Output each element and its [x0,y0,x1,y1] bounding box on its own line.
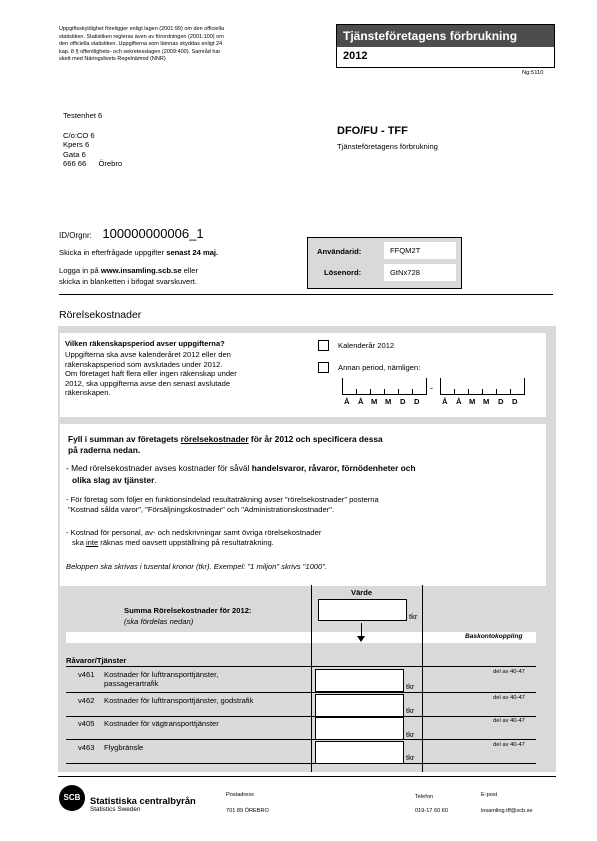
date-letter: M [371,397,378,406]
login-site-link[interactable]: www.insamling.scb.se [100,266,182,275]
date-letter: Å [442,397,448,406]
row-description [104,696,253,705]
address-city-line [63,159,213,169]
instructions-text: - Med rörelsekostnader avses kostnader för såväl [66,463,252,473]
footer-divider [58,776,556,777]
instructions-p4 [66,528,541,547]
row-description-line: Kostnader för lufttransporttjänster, [104,670,219,679]
divider [59,294,553,295]
legal-line: statistiken. Statistiken regleras även av förordningen (2001:100) om [59,33,224,40]
row-description [104,719,219,728]
instructions-text: räknas med oavsett uppställning på resultaträkning. [98,537,274,547]
section-title: Rörelsekostnader [59,309,142,321]
instructions-text: ska [72,537,86,547]
form-year: 2012 [343,50,368,62]
date-letter: M [483,397,490,406]
row-code: v462 [78,696,95,705]
calendar-year-label: Kalenderår 2012 [338,341,395,350]
value-header: Värde [351,588,373,597]
user-label: Användarid: [317,247,362,256]
instructions-p4-line2 [66,538,541,548]
row-description [104,670,218,689]
period-explanation-line: räkenskapen. [65,388,111,398]
other-period-label: Annan period, nämligen: [338,363,421,372]
group-title: Råvaror/Tjänster [66,656,127,665]
sum-input[interactable] [318,599,407,621]
org-name: Statistiska centralbyrån [90,795,196,806]
scb-logo-mark: SCB [63,793,81,802]
row-description [104,743,143,752]
date-letter: Å [344,397,350,406]
period-explanation-line: Uppgifterna ska avse kalenderåret 2012 eller den [65,350,231,359]
period-start-date-field[interactable] [342,378,427,395]
form-title-box [336,24,555,68]
row-description-line: Kostnader för lufttransporttjänster, godstrafik [104,696,254,705]
row-description-line: Flygbränsle [104,743,144,752]
row-description-line: passagerartrafik [104,679,159,689]
sum-unit: tkr [409,612,418,621]
row-value-input[interactable] [315,741,404,764]
date-letter: D [414,397,420,406]
form-number: Ng:5110 [522,70,544,76]
basis-header: Baskontokoppling [465,633,523,640]
instructions-text: för år 2012 och specificera dessa [248,434,383,444]
user-value: FFQM2T [384,242,456,259]
form-code: DFO/FU - TFF [337,125,408,137]
period-question: Vilken räkenskapsperiod avser uppgifterna? [65,339,225,348]
row-basis-ref: del av 40-47 [493,718,525,724]
sum-sublabel: (ska fördelas nedan) [124,617,194,626]
id-label: ID/Orgnr: [59,231,92,240]
instructions-underlined: inte [85,537,99,547]
send-deadline: senast 24 maj. [166,248,219,257]
login-text: Logga in på [59,266,101,275]
down-arrow-icon [357,636,365,642]
address-city: Örebro [98,159,123,169]
period-explanation [65,350,305,398]
legal-line: den officiella statistiken. Uppgifterna som lämnas skyddas enligt 24 [59,41,223,48]
address-block [63,111,213,169]
postal-value: 701 89 ÖREBRO [226,808,269,814]
row-unit: tkr [406,706,415,715]
period-explanation-line: räkenskapsperiod som avslutades under 2012. [65,359,223,369]
row-value-input[interactable] [315,717,404,740]
login-suffix: eller [181,266,199,275]
row-code: v405 [78,719,95,728]
row-basis-ref: del av 40-47 [493,669,525,675]
row-code: v463 [78,743,95,752]
instructions-text: "Kostnad sålda varor", "Försäljningskostnader" och "Administrationskostnader". [68,504,335,514]
send-line [59,248,218,258]
date-letter: M [469,397,476,406]
address-co: C/o:CO 6 [63,130,95,140]
login-line-2: skicka in blanketten i bifogat svarskuvert. [59,277,198,286]
period-explanation-line: Om företaget haft flera eller ingen räkenskap under [65,369,237,379]
row-divider [66,763,536,764]
date-letter: Å [456,397,462,406]
id-line [59,225,204,243]
instructions-bold: olika slag av tjänster [72,475,155,485]
period-box [60,333,546,417]
instructions-line-1 [68,434,538,444]
row-code: v461 [78,670,95,679]
instructions-line-2: på raderna nedan. [68,445,141,455]
instructions-p2-line2 [72,475,157,485]
instructions-p3 [66,495,541,514]
email-label: E-post [481,792,498,798]
row-divider [66,716,536,717]
date-letter: Å [358,397,364,406]
instructions-p2 [66,463,536,473]
legal-line: Uppgiftsskyldighet föreligger enligt lagen (2001:99) om den officiella [59,26,224,32]
form-subtitle: Tjänsteföretagens förbrukning [337,142,438,151]
period-explanation-line: 2012, ska uppgifterna avse den senast avslutade [65,378,231,388]
row-divider [66,692,536,693]
date-letter: D [512,397,518,406]
phone-value: 019-17 60 60 [415,808,448,814]
address-street: Gata 6 [63,149,86,159]
row-divider [66,666,536,667]
postal-label: Postadress [226,792,254,798]
form-title: Tjänsteföretagens förbrukning [337,25,554,47]
legal-line: kap. 8 § offentlighets- och sekretesslagen (2009:400). Samråd har [59,48,221,55]
email-value[interactable]: insamling.tff@scb.se [481,808,533,814]
instructions-bold: handelsvaror, råvaror, förnödenheter och [251,463,416,473]
instructions-text: . [154,475,157,485]
sum-label: Summa Rörelsekostnader för 2012: [124,606,252,615]
id-value: 100000000006_1 [102,226,204,241]
row-value-input[interactable] [315,694,404,717]
period-end-date-field[interactable] [440,378,525,395]
password-value: GtNx728 [384,264,456,281]
row-basis-ref: del av 40-47 [493,742,525,748]
date-letter: D [498,397,504,406]
instructions-underlined: rörelsekostnader [180,434,249,444]
org-name-en: Statistics Sweden [90,806,141,813]
instructions-text: - För företag som följer en funktionsindelad resultaträkning avser "rörelsekostnader" posterna [66,495,379,504]
address-postcode: 666 66 [63,159,87,169]
password-label: Lösenord: [324,268,362,277]
instructions-box [60,424,546,586]
address-company: Testenhet 6 [63,111,103,120]
login-line [59,266,198,276]
legal-line: skett med Näringslivets Regelnämnd (NNR) [59,56,166,63]
column-line [311,585,312,772]
row-description-line: Kostnader för vägtransporttjänster [104,719,219,728]
credentials-box [307,237,462,289]
send-text: Skicka in efterfrågade uppgifter [59,248,167,257]
address-person: Kpers 6 [63,140,90,150]
date-letter: M [385,397,392,406]
row-unit: tkr [406,730,415,739]
other-period-checkbox[interactable] [318,362,329,373]
row-unit: tkr [406,753,415,762]
row-basis-ref: del av 40-47 [493,695,525,701]
instructions-text: Fyll i summan av företagets [68,434,181,444]
row-divider [66,739,536,740]
column-line [422,585,423,772]
calendar-year-checkbox[interactable] [318,340,329,351]
instructions-note: Beloppen ska skrivas i tusental kronor (tkr). Exempel: "1 miljon" skrivs "1000". [66,562,328,571]
arrow-stem [361,623,362,637]
instructions-text: - Kostnad för personal, av- och nedskrivningar samt övriga rörelsekostnader [66,528,322,537]
row-value-input[interactable] [315,669,404,692]
legal-notice [59,26,284,64]
phone-label: Telefon [415,794,434,800]
row-unit: tkr [406,682,415,691]
scb-logo [59,785,85,811]
date-separator: - [430,383,433,393]
date-letter: D [400,397,406,406]
